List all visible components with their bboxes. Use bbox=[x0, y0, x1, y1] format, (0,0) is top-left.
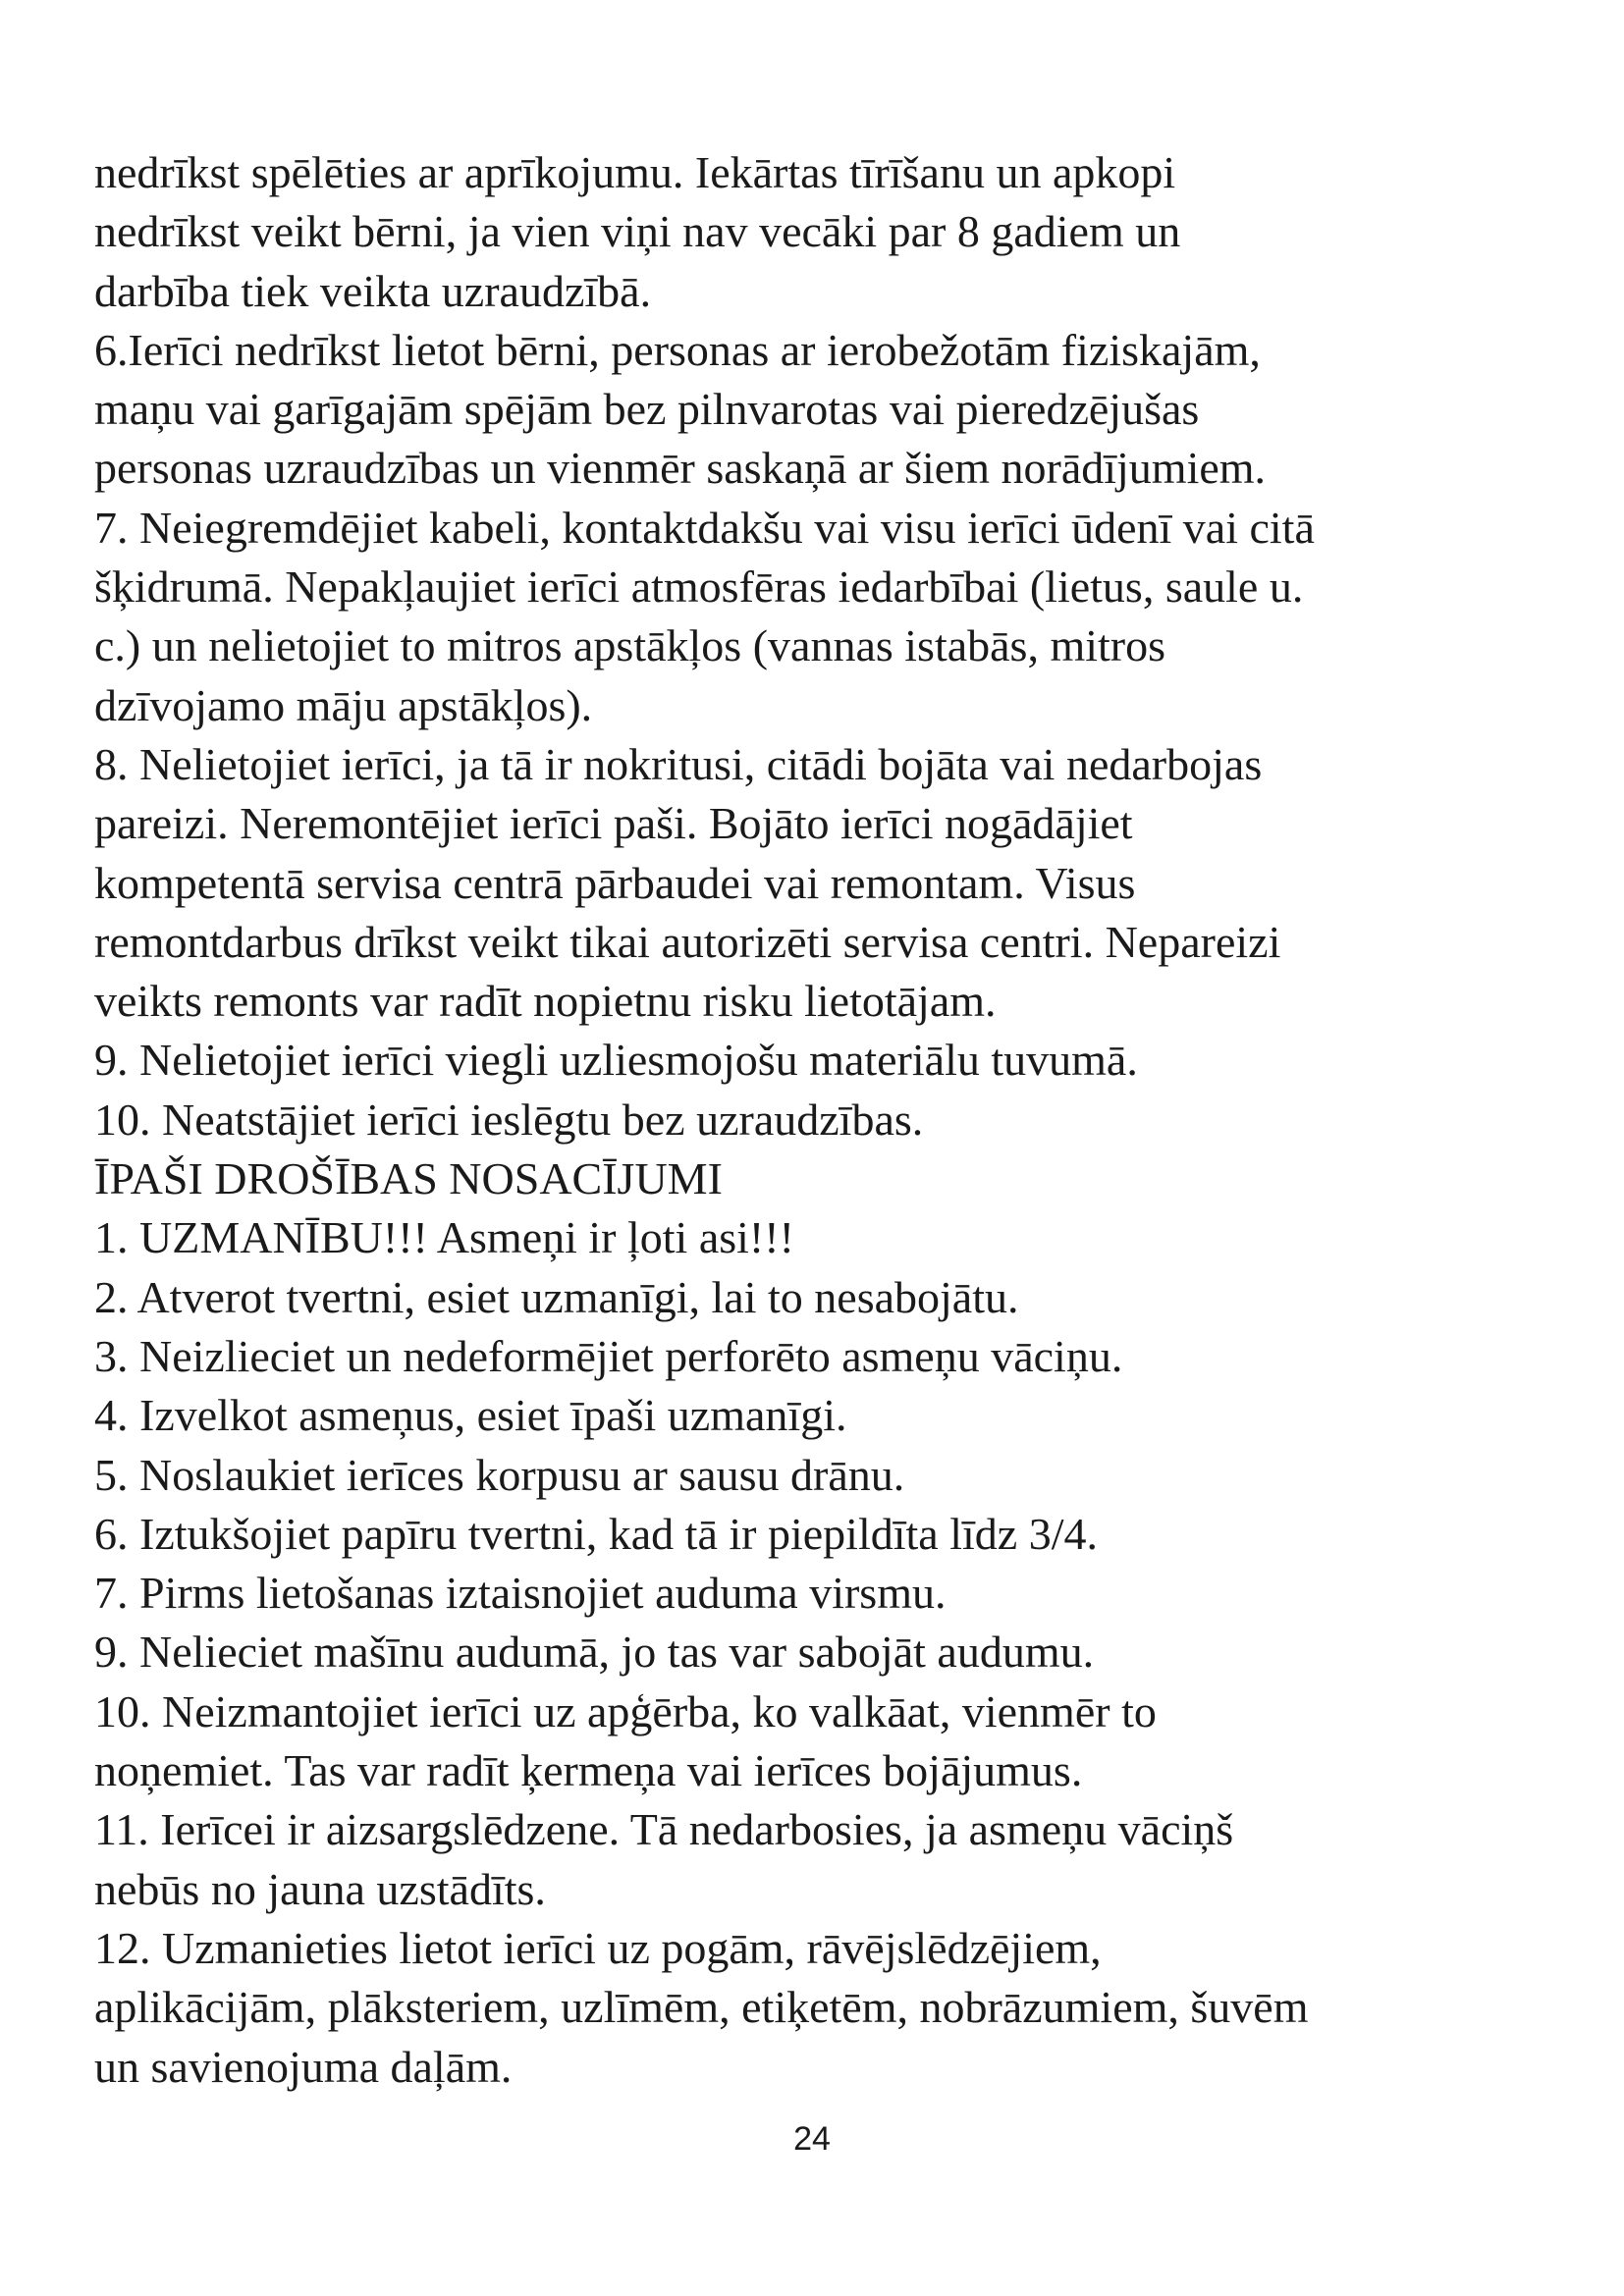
text-line: 9. Nelieciet mašīnu audumā, jo tas var sabojāt audumu. bbox=[94, 1627, 1095, 1678]
text-line: 11. Ierīcei ir aizsargslēdzene. Tā nedarbosies, ja asmeņu vāciņš bbox=[94, 1804, 1234, 1855]
text-line: remontdarbus drīkst veikt tikai autorizēti servisa centri. Nepareizi bbox=[94, 916, 1281, 967]
text-line: 3. Neizlieciet un nedeformējiet perforēto asmeņu vāciņu. bbox=[94, 1330, 1123, 1381]
text-line: 7. Neiegremdējiet kabeli, kontaktdakšu vai visu ierīci ūdenī vai citā bbox=[94, 502, 1315, 553]
text-line: c.) un nelietojiet to mitros apstākļos (vannas istabās, mitros bbox=[94, 620, 1166, 671]
text-line: 7. Pirms lietošanas iztaisnojiet auduma virsmu. bbox=[94, 1568, 947, 1619]
text-line: 10. Neizmantojiet ierīci uz apģērba, ko valkāat, vienmēr to bbox=[94, 1685, 1157, 1736]
text-line: 12. Uzmanieties lietot ierīci uz pogām, rāvējslēdzējiem, bbox=[94, 1922, 1102, 1973]
section-heading: ĪPAŠI DROŠĪBAS NOSACĪJUMI bbox=[94, 1153, 723, 1204]
text-line: pareizi. Neremontējiet ierīci paši. Bojāto ierīci nogādājiet bbox=[94, 798, 1133, 849]
text-line: 1. UZMANĪBU!!! Asmeņi ir ļoti asi!!! bbox=[94, 1212, 794, 1263]
text-line: 6. Iztukšojiet papīru tvertni, kad tā ir piepildīta līdz 3/4. bbox=[94, 1508, 1098, 1559]
text-line: 5. Noslaukiet ierīces korpusu ar sausu drānu. bbox=[94, 1449, 905, 1500]
text-line: darbība tiek veikta uzraudzībā. bbox=[94, 265, 652, 316]
text-line: kompetentā servisa centrā pārbaudei vai remontam. Visus bbox=[94, 857, 1136, 908]
body-text bbox=[94, 143, 1528, 2097]
text-line: šķidrumā. Nepakļaujiet ierīci atmosfēras iedarbībai (lietus, saule u. bbox=[94, 561, 1304, 613]
text-line: veikts remonts var radīt nopietnu risku lietotājam. bbox=[94, 976, 997, 1027]
text-line: 9. Nelietojiet ierīci viegli uzliesmojošu materiālu tuvumā. bbox=[94, 1035, 1138, 1086]
text-line: 2. Atverot tvertni, esiet uzmanīgi, lai to nesabojātu. bbox=[94, 1271, 1019, 1322]
text-line: 6.Ierīci nedrīkst lietot bērni, personas ar ierobežotām fiziskajām, bbox=[94, 324, 1261, 375]
text-line: personas uzraudzības un vienmēr saskaņā ar šiem norādījumiem. bbox=[94, 443, 1267, 494]
text-line: 10. Neatstājiet ierīci ieslēgtu bez uzraudzības. bbox=[94, 1094, 924, 1145]
text-line: 4. Izvelkot asmeņus, esiet īpaši uzmanīgi. bbox=[94, 1390, 847, 1441]
text-line: nebūs no jauna uzstādīts. bbox=[94, 1863, 546, 1914]
text-line: noņemiet. Tas var radīt ķermeņa vai ierīces bojājumus. bbox=[94, 1745, 1083, 1796]
text-line: nedrīkst veikt bērni, ja vien viņi nav vecāki par 8 gadiem un bbox=[94, 206, 1181, 257]
text-line: aplikācijām, plāksteriem, uzlīmēm, etiķetēm, nobrāzumiem, šuvēm bbox=[94, 1982, 1309, 2033]
page-number: 24 bbox=[793, 2120, 831, 2158]
text-line: nedrīkst spēlēties ar aprīkojumu. Iekārtas tīrīšanu un apkopi bbox=[94, 147, 1176, 197]
text-line: 8. Nelietojiet ierīci, ja tā ir nokritusi, citādi bojāta vai nedarbojas bbox=[94, 738, 1263, 789]
text-line: dzīvojamo māju apstākļos). bbox=[94, 679, 593, 730]
text-line: un savienojuma daļām. bbox=[94, 2041, 513, 2092]
text-line: maņu vai garīgajām spējām bez pilnvarotas vai pieredzējušas bbox=[94, 384, 1200, 435]
